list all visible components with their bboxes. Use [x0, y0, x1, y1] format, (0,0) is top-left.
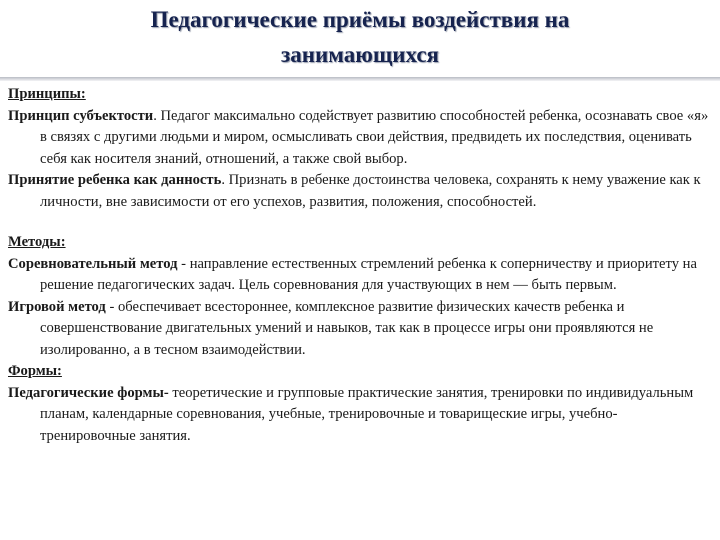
principle-term: Принцип субъектости — [8, 107, 154, 124]
page-title — [60, 2, 660, 72]
title-divider — [0, 77, 720, 81]
method-term: Игровой метод — [8, 298, 106, 315]
principle-item — [8, 170, 712, 213]
principle-item — [8, 106, 712, 171]
methods-heading: Методы: — [8, 234, 66, 250]
method-item — [8, 254, 712, 297]
method-text: - направление естественных стремлений ребенка к соперничеству и приоритету на решение педагогических задач. Цель соревнования для участвующих в нем — быть первым. — [40, 255, 697, 293]
method-term: Соревновательный метод — [8, 255, 178, 272]
form-term: Педагогические формы- — [8, 384, 169, 401]
slide-content — [8, 84, 712, 447]
page-title-line-2: занимающихся — [281, 42, 439, 67]
form-item — [8, 383, 712, 448]
principle-term: Принятие ребенка как данность — [8, 172, 222, 188]
principle-text: . Признать в ребенке достоинства человека, сохранять к нему уважение как к личности, вне зависимости от его успехов, развития, положения, способностей. — [40, 172, 701, 210]
method-text: - обеспечивает всестороннее, комплексное развитие физических качеств ребенка и совершенствование двигательных умений и навыков, так как в процессе игры они проявляются не изолированно, а в тесном взаимодействии. — [40, 298, 654, 358]
method-item — [8, 297, 712, 362]
principle-text: . Педагог максимально содействует развитию способностей ребенка, осознавать свое «я» в связях с другими людьми и миром, осмысливать свои действия, предвидеть их последствия, оценивать себя как носителя знаний, отношений, а также свой выбор. — [40, 107, 709, 167]
forms-heading: Формы: — [8, 363, 62, 379]
principles-heading: Принципы: — [8, 86, 86, 102]
form-text: теоретические и групповые практические занятия, тренировки по индивидуальным планам, календарные соревнования, учебные, тренировочные и товарищеские игры, учебно-тренировочные занятия. — [40, 384, 694, 444]
page-title-line-1: Педагогические приёмы воздействия на — [150, 7, 570, 32]
section-gap — [8, 213, 712, 232]
